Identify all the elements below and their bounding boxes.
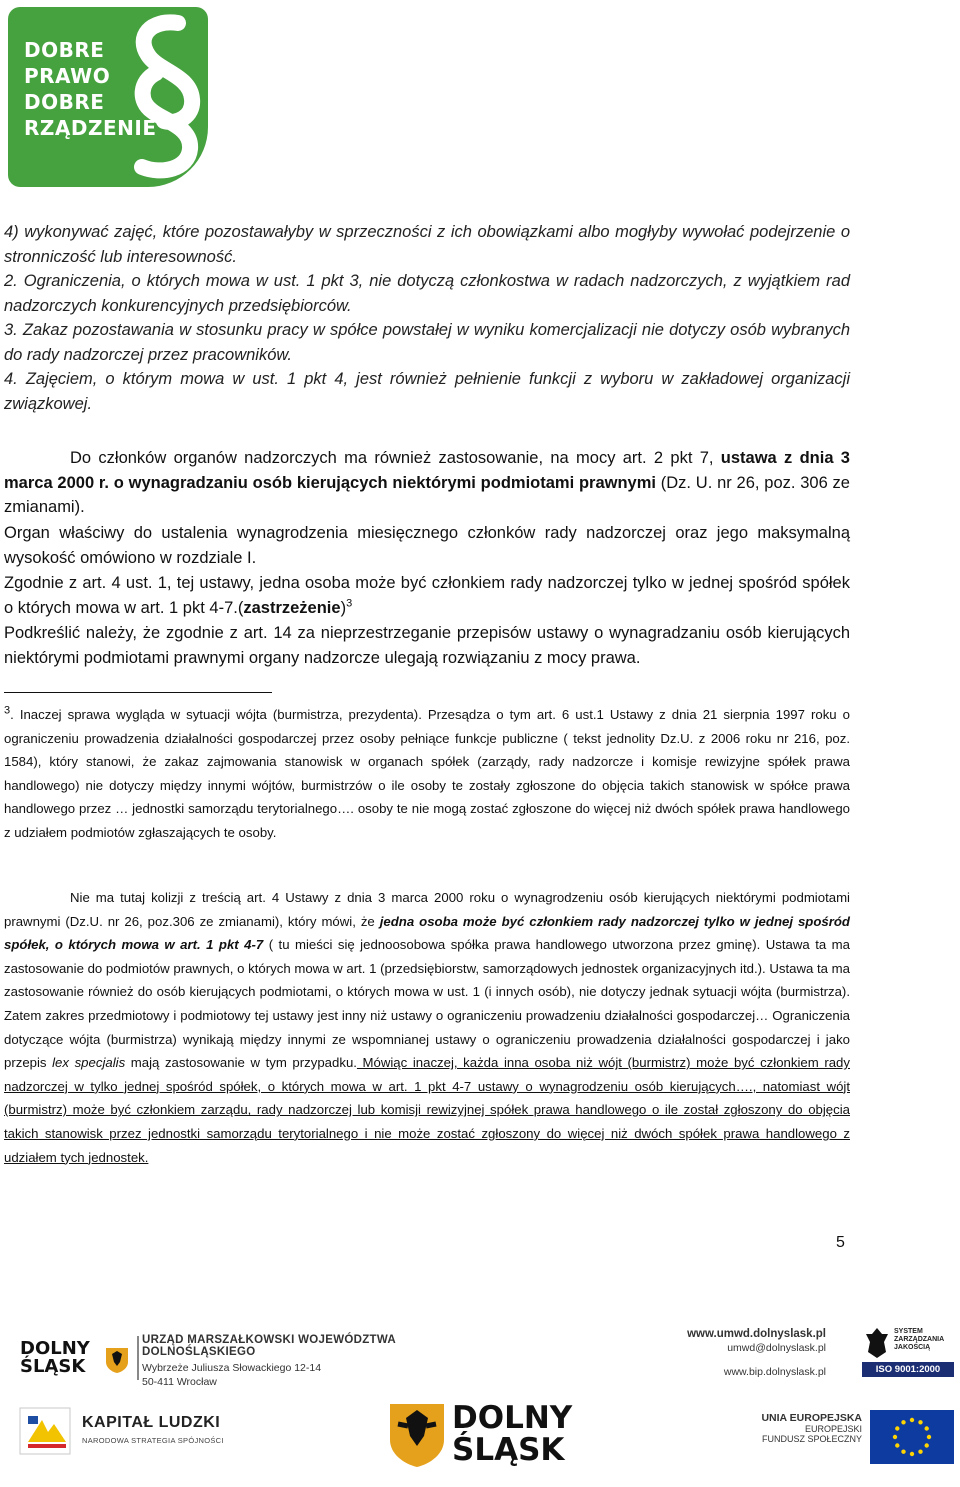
text-span: mają zastosowanie w tym przypadku. [125,1055,357,1071]
eu-star [901,1450,905,1454]
dobre-prawo-logo [8,7,208,187]
latin-term: lex specjalis [52,1055,126,1071]
reservation-label: zastrzeżenie [243,598,341,617]
paragraph-ust-3: 3. Zakaz pozostawania w stosunku pracy w spółce powstałej w wyniku komercjalizacji nie dotyczy osób wybranych do rady nadzorczej przez pracowników. [4,321,850,364]
office-name: URZĄD MARSZAŁKOWSKI WOJEWÓDZTWA DOLNOŚLĄSKIEGO [142,1334,396,1358]
iso-name-line: ZARZĄDZANIA [894,1336,945,1343]
text-span: Zgodnie z art. 4 ust. 1, tej ustawy, jedna osoba może być członkiem rady nadzorczej tylko w jednej spośród spółek o których mowa w art. 1 pkt 4-7.( [4,574,850,617]
office-address-street: Wybrzeże Juliusza Słowackiego 12-14 [142,1362,322,1374]
bip-link[interactable]: www.bip.dolnyslask.pl [723,1366,826,1378]
emphasis-text: jedna osoba może być członkiem rady nadzorczej tylko w jednej spośród spółek, o których mowa w art. 1 pkt 4-7 [4,913,850,953]
eu-star [918,1450,922,1454]
divider [137,1336,139,1380]
iso-name-line: SYSTEM [894,1328,923,1335]
iso-certificate-badge [862,1326,954,1378]
office-address-city: 50-411 Wrocław [142,1376,217,1388]
paragraph-ust-2: 2. Ograniczenia, o których mowa w ust. 1 pkt 3, nie dotyczą członkostwa w radach nadzorczych, z wyjątkiem rad nadzorczych konkurencyjnych przedsiębiorców. [4,272,850,315]
eagle-crest-icon [864,1326,890,1360]
eu-star [895,1426,899,1430]
dolny-slask-small-text [20,1340,90,1376]
eu-star [895,1443,899,1447]
footnote-separator [4,692,272,693]
dolny-slask-big-text [452,1402,572,1466]
dolny-slask-big-logo [388,1396,598,1476]
eu-star [927,1435,931,1439]
page-number: 5 [836,1234,845,1251]
iso-system-name [894,1328,944,1352]
eu-star [910,1452,914,1456]
paragraph-sign-icon [120,13,208,181]
paragraph-organ: Organ właściwy do ustalenia wynagrodzenia miesięcznego członków rady nadzorczej oraz jego maksymalną wysokość omówiono w rozdziale I. [4,524,850,567]
eagle-mark-icon [104,1344,130,1374]
eu-fund-text [760,1412,862,1444]
paragraph-art-4 [4,571,850,620]
email-link[interactable]: umwd@dolnyslask.pl [727,1342,826,1354]
eu-star [901,1420,905,1424]
marshal-office-block [142,1334,502,1388]
text-span: . Inaczej sprawa wygląda w sytuacji wójta (burmistrza, prezydenta). Przesądza o tym art. 6 ust.1 Ustawy z dnia 21 sierpnia 1997 roku o ograniczeniu prowadzenia działalności gospodarczej przez osoby pełniące funkcje publiczne ( tekst jednolity Dz.U. z 2006 roku nr 216, poz. 1584), który stanowi, że zakaz zajmowania stanowisk w organach spółek (zarządy, rady nadzorcze i komisje rewizyjne spółek prawa handlowego) nie dotyczy między innymi wójtów, burmistrzów o ile osoby te zostały zgłoszone do objęcia takich stanowisk w spółce prawa handlowego przez … jednostki samorządu terytorialnego…. osoby te nie mogą zostać zgłoszone do więcej niż dwóch spółek prawa handlowego z udziałem podmiotów zgłaszających te osoby. [4,707,850,840]
eu-star [925,1426,929,1430]
logo-line-3: DOBRE [24,90,105,114]
paragraph-point-4: 4) wykonywać zajęć, które pozostawałyby w sprzeczności z ich obowiązkami albo mogłyby wywołać podejrzenie o stronniczość lub interesowność. [4,223,850,266]
footnote-ref[interactable]: 3 [346,597,353,609]
paragraph-ust-4: 4. Zajęciem, o którym mowa w ust. 1 pkt 4, jest również pełnienie funkcji z wyboru w zakładowej organizacji związkowej. [4,370,850,413]
text-span: Do członków organów nadzorczych ma również zastosowanie, na mocy art. 2 pkt 7, [70,449,721,467]
text-span: Nie ma tutaj kolizji z treścią art. 4 Ustawy z dnia 3 marca 2000 roku o wynagrodzeniu osób kierujących niektórymi podmiotami prawnymi (Dz.U. nr 26, poz.306 ze zmianami), który mówi, że [4,890,850,929]
kapital-ludzki-name: KAPITAŁ LUDZKI [82,1414,221,1431]
text-span: (Dz. U. nr 26, poz. 306 ze zmianami). [4,473,850,516]
kapital-ludzki-logo [18,1404,238,1464]
logo-line-4: RZĄDZENIE [24,116,157,140]
paragraph-art-14: Podkreślić należy, że zgodnie z art. 14 za nieprzestrzeganie przepisów ustawy o wynagradzaniu osób kierujących niektórymi podmiotami prawnymi organy nadzorcze ulegają rozwiązaniu z mocy prawa. [4,624,850,667]
dolny-word: DOLNY [20,1338,90,1359]
footnote-number: 3 [4,704,11,717]
eu-fund-logo [760,1410,955,1466]
text-span: ( tu mieści się jednoosobowa spółka prawa handlowego utworzona przez gminę). Ustawa ta ma zastosowanie do podmiotów prawnych, o których mowa w art. 1 (przedsiębiorstw, samorządowych jednostek organizacyjnych itd.). Ustawa ta ma zastosowanie również do osób kierujących podmiotami, o których mowa w ust. 1 (i innych osób), nie dotyczy jednak sytuacji wójta (burmistrza). Zatem zakres przedmiotowy i podmiotowy tej ustawy jest inny niż ustawy o ograniczeniu prowadzeniu działalności gospodarczej… Ograniczenia dotyczące wójta (burmistrza) wynikają między innymi ze wspomnianej ustawy o ograniczeniu prowadzenia działalności gospodarczej i jako przepis [4,937,850,1071]
logo-line-1: DOBRE [24,38,105,62]
eu-star [918,1420,922,1424]
iso-name-line: JAKOŚCIĄ [894,1344,931,1351]
eu-star [893,1435,897,1439]
dolny-slask-small-logo [20,1340,130,1386]
dolny-word: DOLNY [452,1400,573,1436]
kapital-ludzki-sign-icon [18,1406,76,1456]
fund-name-1: EUROPEJSKI [804,1424,862,1434]
fund-name-2: FUNDUSZ SPOŁECZNY [761,1434,862,1444]
underlined-text: Mówiąc inaczej, każda inna osoba niż wójt (burmistrz) może być członkiem rady nadzorczej w tylko jednej spośród spółek, o których mowa w art. 1 pkt 4-7 ustawy o wynagrodzeniu osób kierujących…., natomiast wójt (burmistrz) może być członkiem zarządu, rady nadzorczej lub komisji rewizyjnej spółek prawa handlowego o ile został zgłoszony do objęcia takich stanowisk przez jednostki samorządu terytorialnego i nie może zostać zgłoszony do więcej niż dwóch spółek prawa handlowego z udziałem tych jednostek. [4,1055,850,1165]
iso-number: ISO 9001:2000 [862,1362,954,1377]
slask-word: ŚLĄSK [20,1356,86,1377]
kapital-ludzki-subtitle: NARODOWA STRATEGIA SPÓJNOŚCI [82,1436,224,1445]
eu-star [925,1443,929,1447]
eu-stars [870,1410,954,1464]
paragraph-members-act [4,446,850,520]
eu-flag-icon [870,1410,954,1464]
text-span: ) [340,598,347,617]
eu-name: UNIA EUROPEJSKA [761,1412,862,1424]
act-title: ustawa z dnia 3 marca 2000 r. o wynagradzaniu osób kierujących niektórymi podmiotami prawnymi [4,449,850,492]
coat-of-arms-icon [388,1400,446,1468]
logo-line-2: PRAWO [24,64,111,88]
slask-word: ŚLĄSK [452,1432,565,1468]
eu-star [910,1418,914,1422]
footnote-3-continued [4,886,850,1169]
website-link[interactable]: www.umwd.dolnyslask.pl [687,1328,826,1340]
footnote-3 [4,703,850,845]
contact-block [666,1328,826,1378]
